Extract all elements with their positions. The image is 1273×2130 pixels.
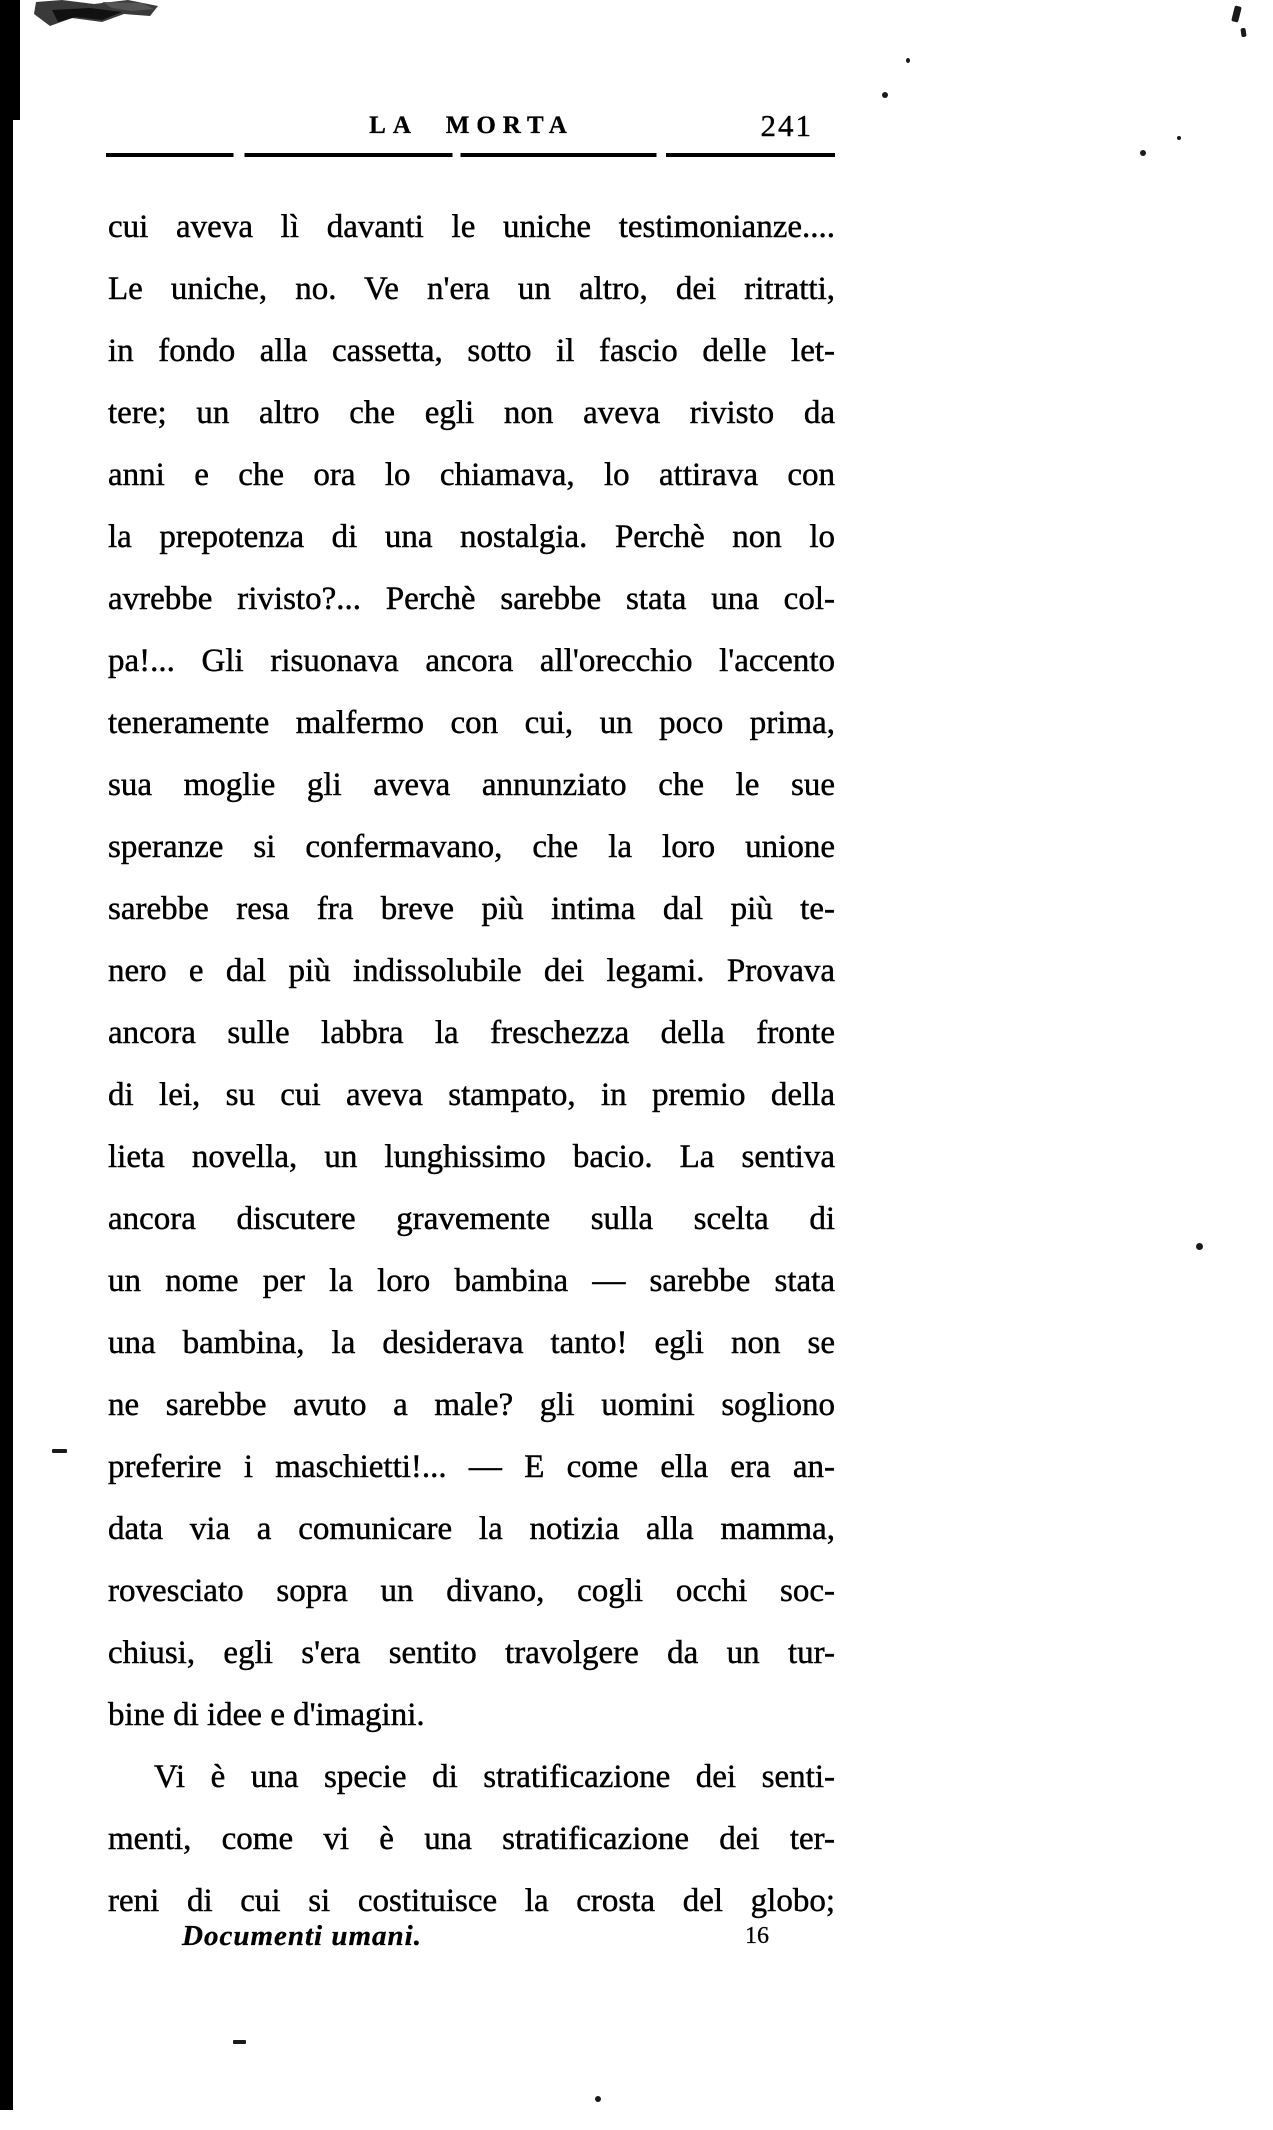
ink-speck <box>1177 136 1181 140</box>
ink-speck <box>52 1449 67 1453</box>
text-line: cui aveva lì davanti le uniche testimonianze.... <box>108 209 835 245</box>
text-line: preferire i maschietti!... — E come ella era an- <box>108 1449 835 1485</box>
text-line: teneramente malfermo con cui, un poco prima, <box>108 705 835 741</box>
text-line: Vi è una specie di stratificazione dei senti- <box>154 1759 835 1795</box>
text-line: nero e dal più indissolubile dei legami. Provava <box>108 953 835 989</box>
text-line: rovesciato sopra un divano, cogli occhi soc- <box>108 1573 835 1609</box>
body-text <box>108 196 835 1932</box>
ink-speck <box>882 92 888 98</box>
ink-speck <box>906 58 910 63</box>
text-line: avrebbe rivisto?... Perchè sarebbe stata una col- <box>108 581 835 617</box>
running-title: LA MORTA <box>369 112 574 139</box>
text-line: data via a comunicare la notizia alla mamma, <box>108 1511 835 1547</box>
ink-smudge <box>32 0 160 48</box>
text-line: pa!... Gli risuonava ancora all'orecchio l'accento <box>108 643 835 679</box>
gutter-shadow-top <box>0 0 20 120</box>
text-line: tere; un altro che egli non aveva rivisto da <box>108 395 835 431</box>
ink-speck <box>1140 150 1146 156</box>
page-number: 241 <box>760 108 813 143</box>
text-line: bine di idee e d'imagini. <box>108 1697 425 1733</box>
text-line: speranze si confermavano, che la loro unione <box>108 829 835 865</box>
text-line: sarebbe resa fra breve più intima dal più te- <box>108 891 835 927</box>
series-title: Documenti umani. <box>182 1920 422 1952</box>
gutter-shadow-bar <box>0 12 13 2110</box>
text-line: ancora discutere gravemente sulla scelta di <box>108 1201 835 1237</box>
text-line: lieta novella, un lunghissimo bacio. La sentiva <box>108 1139 835 1175</box>
text-line: menti, come vi è una stratificazione dei ter- <box>108 1821 835 1857</box>
ink-speck <box>1240 28 1246 38</box>
text-line: ne sarebbe avuto a male? gli uomini sogliono <box>108 1387 835 1423</box>
ink-speck <box>233 2040 246 2044</box>
text-line: ancora sulle labbra la freschezza della fronte <box>108 1015 835 1051</box>
page-header <box>108 108 835 150</box>
ink-speck <box>595 2096 601 2102</box>
text-line: reni di cui si costituisce la crosta del globo; <box>108 1883 835 1919</box>
page-footer <box>108 1920 835 1964</box>
text-line: chiusi, egli s'era sentito travolgere da un tur- <box>108 1635 835 1671</box>
text-line: Le uniche, no. Ve n'era un altro, dei ritratti, <box>108 271 835 307</box>
ink-speck <box>1196 1243 1203 1250</box>
text-line: di lei, su cui aveva stampato, in premio della <box>108 1077 835 1113</box>
text-line: una bambina, la desiderava tanto! egli non se <box>108 1325 835 1361</box>
signature-number: 16 <box>745 1923 769 1949</box>
text-line: la prepotenza di una nostalgia. Perchè non lo <box>108 519 835 555</box>
text-line: un nome per la loro bambina — sarebbe stata <box>108 1263 835 1299</box>
text-line: sua moglie gli aveva annunziato che le sue <box>108 767 835 803</box>
text-line: in fondo alla cassetta, sotto il fascio delle let- <box>108 333 835 369</box>
header-rule <box>106 153 835 157</box>
text-line: anni e che ora lo chiamava, lo attirava con <box>108 457 835 493</box>
ink-speck <box>1231 5 1242 22</box>
